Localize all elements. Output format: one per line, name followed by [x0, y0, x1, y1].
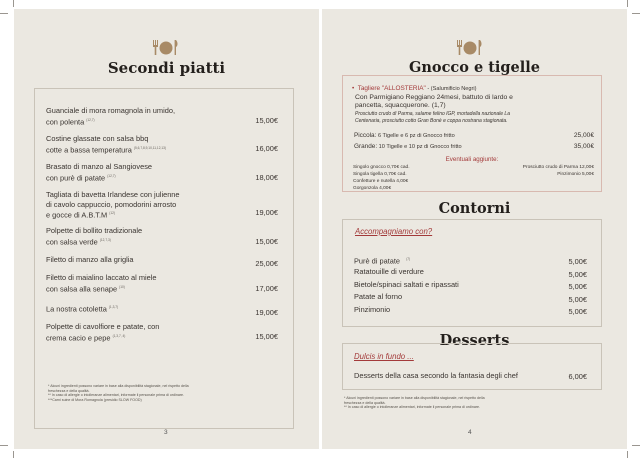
contorno-price: 5,00€ [568, 307, 587, 316]
size-option: Piccola: 6 Tigelle e 6 pz di Gnocco fritto [354, 132, 455, 139]
crop-mark [627, 0, 628, 7]
desserts-box [342, 343, 602, 390]
extras-title: Eventuali aggiunte: [445, 156, 499, 163]
contorno-item: Ratatouille di verdure [354, 267, 424, 276]
extras-list-left: Singolo gnocco 0,70€ cad. Singola tigella 0,70€ cad. Confetture e nutella 4,00€ Gorgonzola 4,00€ [353, 165, 410, 191]
contorno-price: 5,00€ [568, 257, 587, 266]
menu-page-left [14, 9, 319, 449]
crop-mark [0, 13, 8, 14]
page-number: 4 [468, 429, 472, 436]
crop-mark [13, 451, 14, 458]
menu-item: Brasato di manzo al Sangiovese con purè di patate $^{(12,7)}$ [46, 162, 152, 183]
crop-mark [13, 0, 14, 7]
desserts-subtitle: Dulcis in fundo ... [354, 352, 414, 361]
contorno-item: Purè di patate $^{(7)}$ [354, 256, 411, 266]
menu-item-price: 19,00€ [255, 308, 278, 317]
menu-item-price: 25,00€ [255, 259, 278, 268]
tagliere-item: • Tagliere "ALLOSTERIA" - (Salumificio Negri) [352, 85, 477, 92]
menu-item: Costine glassate con salsa bbq cotte a bassa temperatura $^{(5,6,7,8,9,10,11,12,13)}$ [46, 134, 166, 155]
menu-item: Guanciale di mora romagnola in umido, con polenta $^{(12,7)}$ [46, 106, 175, 127]
tagliere-description: Con Parmigiano Reggiano 24mesi, battuto di lardo e pancetta, squacquerone. (1,7) [355, 94, 513, 110]
page-title: Secondi piatti [107, 59, 226, 77]
contorno-item: Bietole/spinaci saltati e ripassati [354, 280, 459, 289]
contorno-item: Patate al forno [354, 292, 403, 301]
tagliere-cured-meats: Prosciutto crudo di Parma, salame felino IGP, mortadella nazionale La Centenaria, prosciutto cotto Gran Bonè e coppa nostrana stagionata. [355, 111, 510, 125]
cutlery-plate-icon [454, 38, 486, 56]
menu-item: Polpette di cavolfiore e patate, con crema cacio e pepe $^{(1,3,7, 4)}$ [46, 322, 160, 343]
contorno-price: 5,00€ [568, 270, 587, 279]
contorno-item: Pinzimonio [354, 305, 391, 314]
menu-item: Filetto di manzo alla griglia [46, 255, 134, 264]
cutlery-plate-icon [150, 38, 182, 56]
menu-item: Filetto di maialino laccato al miele con salsa alla senape $^{(10)}$ [46, 273, 157, 294]
contorno-price: 5,00€ [568, 295, 587, 304]
menu-item: La nostra cotoletta $^{(1,3,7)}$ [46, 304, 119, 314]
menu-item-price: 18,00€ [255, 173, 278, 182]
menu-item-price: 19,00€ [255, 208, 278, 217]
section-title-gnocco: Gnocco e tigelle [408, 59, 541, 76]
contorno-price: 5,00€ [568, 282, 587, 291]
section-title-desserts: Desserts [439, 332, 510, 349]
dessert-price: 6,00€ [568, 372, 587, 381]
menu-item-price: 15,00€ [255, 237, 278, 246]
menu-page-right [322, 9, 627, 449]
footnotes: * Alcuni ingredienti possono variare in base alla disponibilità stagionale, nel rispetto della freschezza e della qualità. ** In caso di allergie o intolleranze alimentari, informate il personale prima di ordinare. ***Carni suine di Mora Romagnola (presidio SLOW FOOD) [48, 384, 189, 402]
page-number: 3 [164, 429, 168, 436]
crop-mark [632, 445, 640, 446]
menu-item: Tagliata di bavetta Irlandese con julienne di cavolo cappuccio, pomodorini arrosto e gocce di A.B.T.M $^{(12)}$ [46, 190, 180, 220]
menu-item-price: 15,00€ [255, 116, 278, 125]
crop-mark [627, 451, 628, 458]
crop-mark [0, 445, 8, 446]
size-option: Grande: 10 Tigelle e 10 pz di Gnocco fritto [354, 143, 462, 150]
size-price: 25,00€ [573, 132, 594, 139]
crop-mark [632, 13, 640, 14]
menu-item-price: 15,00€ [255, 332, 278, 341]
menu-item-price: 16,00€ [255, 144, 278, 153]
extras-list-right: Prosciutto crudo di Parma 12,00€ Pinzimonio 5,00€ [522, 165, 594, 177]
footnotes: * Alcuni ingredienti possono variare in base alla disponibilità stagionale, nel rispetto della freschezza e della qualità. ** In caso di allergie o intolleranze alimentari, informate il personale prima di ordinare. [344, 396, 485, 410]
section-title-contorni: Contorni [438, 200, 511, 217]
dessert-item: Desserts della casa secondo la fantasia degli chef [354, 371, 518, 380]
menu-item: Polpette di bollito tradizionale con salsa verde $^{(12,7,3)}$ [46, 226, 143, 247]
contorni-subtitle: Accompagniamo con? [355, 227, 433, 236]
menu-item-price: 17,00€ [255, 284, 278, 293]
size-price: 35,00€ [573, 143, 594, 150]
